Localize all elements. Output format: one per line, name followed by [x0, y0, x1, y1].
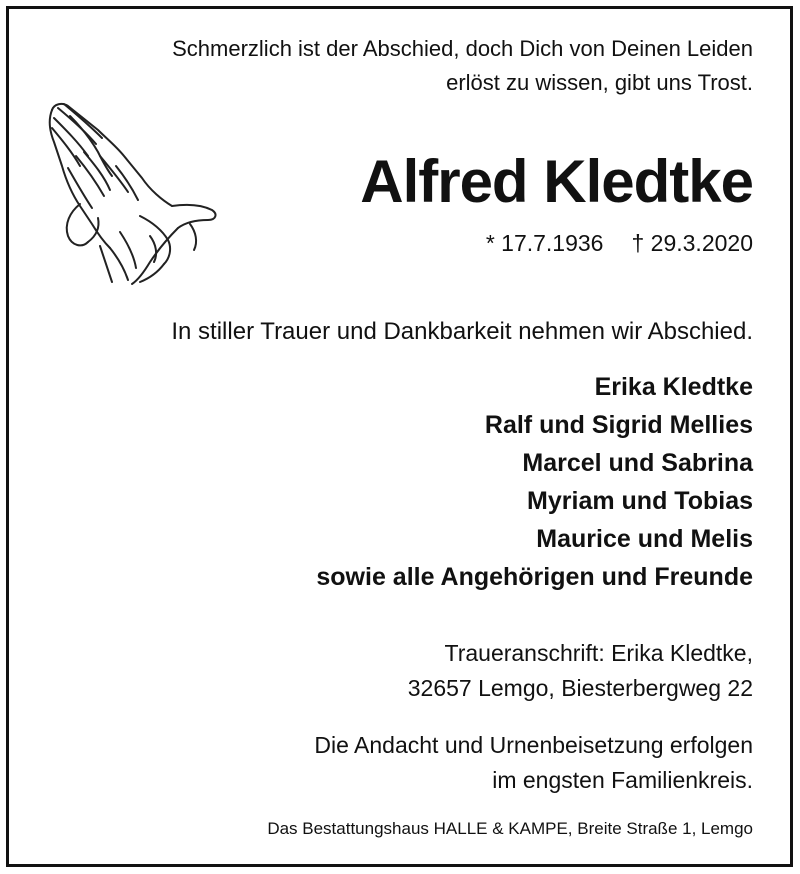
- address-line-1: Traueranschrift: Erika Kledtke,: [444, 640, 753, 666]
- mourner-name: Marcel und Sabrina: [522, 449, 753, 477]
- mourner-name: sowie alle Angehörigen und Freunde: [316, 563, 753, 591]
- address-line-2: 32657 Lemgo, Biesterbergweg 22: [407, 675, 753, 701]
- birth-date: * 17.7.1936: [485, 230, 604, 256]
- quote-line-1: Schmerzlich ist der Abschied, doch Dich von Deinen Leiden: [172, 36, 753, 61]
- opening-quote: [172, 32, 753, 100]
- mourning-statement: In stiller Trauer und Dankbarkeit nehmen wir Abschied.: [171, 318, 753, 345]
- mourners-list: [316, 368, 753, 596]
- mourner-name: Maurice und Melis: [536, 525, 753, 553]
- ceremony-line-1: Die Andacht und Urnenbeisetzung erfolgen: [314, 732, 753, 758]
- mourner-name: Myriam und Tobias: [527, 487, 753, 515]
- ceremony-line-2: im engsten Familienkreis.: [492, 767, 753, 793]
- life-dates: [486, 226, 753, 260]
- praying-hands-icon: [40, 96, 225, 288]
- death-date: † 29.3.2020: [631, 230, 753, 256]
- quote-line-2: erlöst zu wissen, gibt uns Trost.: [446, 70, 753, 95]
- funeral-home: Das Bestattungshaus HALLE & KAMPE, Breite Straße 1, Lemgo: [267, 819, 753, 838]
- deceased-name: Alfred Kledtke: [360, 148, 753, 215]
- ceremony-note: [314, 728, 753, 798]
- mourner-name: Ralf und Sigrid Mellies: [484, 411, 753, 439]
- mourning-address: [408, 636, 753, 706]
- mourner-name: Erika Kledtke: [594, 373, 753, 401]
